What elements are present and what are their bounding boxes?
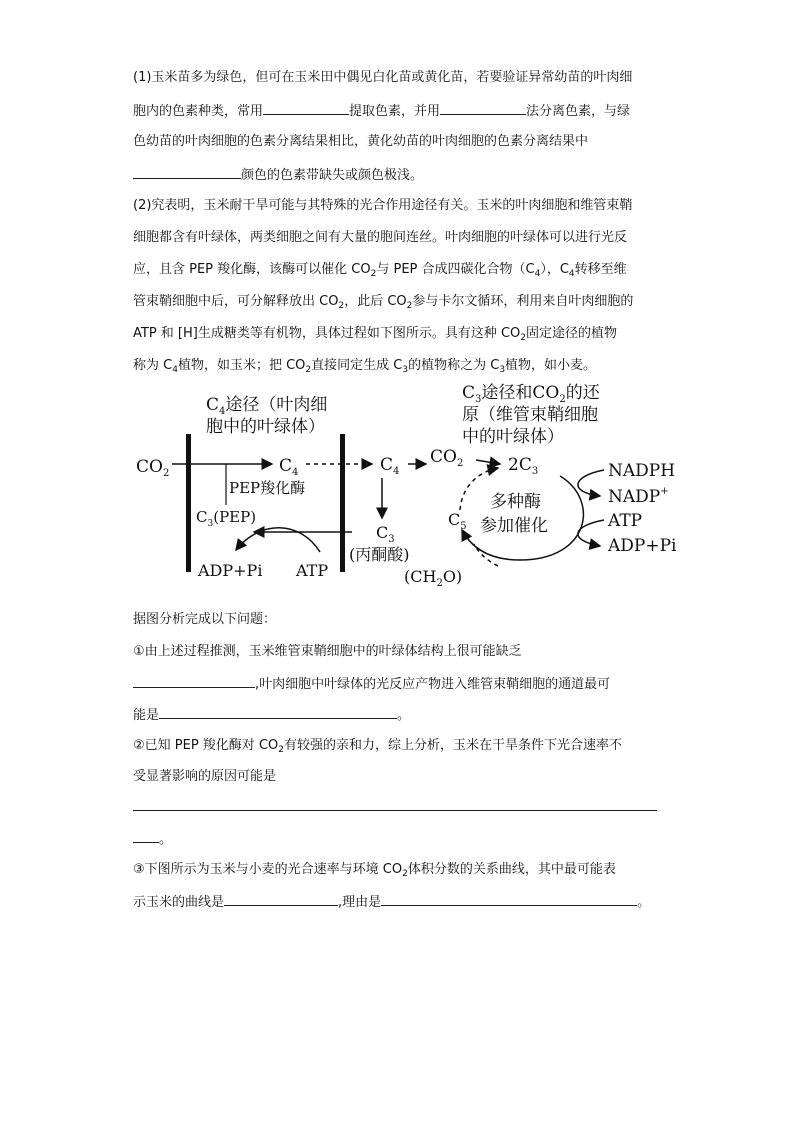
nadp-label: NADP+ xyxy=(608,486,669,507)
p2-line-1: (2)究表明，玉米耐干旱可能与其特殊的光合作用途径有关。玉米的叶肉细胞和维管束鞘 xyxy=(133,198,633,213)
c3-title-line-3: 中的叶绿体） xyxy=(462,427,564,447)
answer-blank[interactable] xyxy=(381,891,637,906)
p2-line-6: 称为 $C_4$植物，如玉米；把 $CO_2$直接同定生成 $C_3$的植物称之为 $C_3$植物，如小麦。 xyxy=(133,358,597,375)
q-intro: 据图分析完成以下问题： xyxy=(133,612,277,627)
q2-line-4: 。 xyxy=(133,828,172,850)
answer-blank[interactable] xyxy=(133,796,657,811)
p2-line-4: 管束鞘细胞中后，可分解释放出 $CO_2$，此后 $CO_2$参与卡尔文循环，利用来自叶肉细胞的 xyxy=(133,294,634,311)
answer-blank[interactable] xyxy=(159,704,397,719)
left-membrane xyxy=(186,434,191,572)
atp-left-label: ATP xyxy=(296,561,329,580)
nadph-arrow xyxy=(578,470,604,496)
right-membrane xyxy=(340,434,345,572)
c3-title-line-1: $C_3$途径和$CO_2$的还 xyxy=(462,383,600,405)
enzymes-label-2: 参加催化 xyxy=(480,516,548,536)
nadph-label: NADPH xyxy=(608,461,676,481)
p1-line-3: 色幼苗的叶肉细胞的色素分离结果相比，黄化幼苗的叶肉细胞的色素分离结果中 xyxy=(133,134,589,149)
pep-enzyme-label: PEP羧化酶 xyxy=(229,479,306,497)
q2-line-1: ②已知 PEP 羧化酶对 $CO_2$有较强的亲和力，综上分析，玉米在干旱条件下光合速率不 xyxy=(133,738,623,755)
co2-left-label: $CO_2$ xyxy=(136,457,170,479)
c4-right-label: $C_4$ xyxy=(380,455,400,477)
co2-to-2c3-arrow xyxy=(476,460,500,464)
c3pep-label: $C_3(PEP)$ xyxy=(196,508,257,529)
answer-blank[interactable] xyxy=(133,673,255,688)
c3-title-line-2: 原（维管束鞘细胞 xyxy=(462,405,598,425)
answer-blank[interactable] xyxy=(133,828,159,843)
q3-line-1: ③下图所示为玉米与小麦的光合速率与环境 $CO_2$体积分数的关系曲线，其中最可能表 xyxy=(133,862,616,879)
q2-line-3 xyxy=(133,796,657,818)
c5-label: $C_5$ xyxy=(448,510,467,532)
c3-pyruvate-label: $C_3$ xyxy=(376,523,395,545)
q1-line-1: ①由上述过程推测，玉米维管束鞘细胞中的叶绿体结构上很可能缺乏 xyxy=(133,644,522,659)
p2-line-2: 细胞都含有叶绿体，两类细胞之间有大量的胞间连丝。叶肉细胞的叶绿体可以进行光反 xyxy=(133,230,628,245)
adp-right-label: ADP+Pi xyxy=(608,536,677,556)
q1-line-3: 能是 。 xyxy=(133,704,410,726)
answer-blank[interactable] xyxy=(224,891,338,906)
c4-title-line-2: 胞中的叶绿体） xyxy=(206,417,325,437)
q1-line-2: ,叶肉细胞中叶绿体的光反应产物进入维管束鞘细胞的通道最可 xyxy=(133,673,610,695)
atp-right-label: ATP xyxy=(608,511,643,531)
enzymes-label-1: 多种酶 xyxy=(490,492,541,512)
co2-right-label: $CO_2$ xyxy=(430,447,464,469)
c4-mid-label: $C_4$ xyxy=(279,456,299,478)
pyruvate-label: (丙酮酸) xyxy=(349,545,410,564)
c4-title-line-1: $C_4$途径（叶肉细 xyxy=(206,395,328,417)
adp-left-label: ADP+Pi xyxy=(198,561,263,580)
q2-line-2: 受显著影响的原因可能是 xyxy=(133,769,277,784)
p1-line-4: 颜色的色素带缺失或颜色极浅。 xyxy=(133,164,423,186)
p1-line-2: 胞内的色素种类，常用 提取色素，并用 法分离色素，与绿 xyxy=(133,100,630,122)
ch2o-label: $(CH_2O)$ xyxy=(404,567,463,589)
p1-line-1: (1)玉米苗多为绿色，但可在玉米田中偶见白化苗或黄化苗，若要验证异常幼苗的叶肉细 xyxy=(133,70,633,85)
two-c3-label: $2C_3$ xyxy=(508,455,539,477)
p2-line-3: 应，且含 PEP 羧化酶，该酶可以催化 $CO_2$与 PEP 合成四碳化合物$(C_4)$，$C_4$转移至维 xyxy=(133,262,627,279)
q3-line-2: 示玉米的曲线是 ,理由是 。 xyxy=(133,891,650,913)
p2-line-5: ATP 和 [H]生成糖类等有机物，具体过程如下图所示。具有这种 $CO_2$固定途径的植物 xyxy=(133,326,618,343)
